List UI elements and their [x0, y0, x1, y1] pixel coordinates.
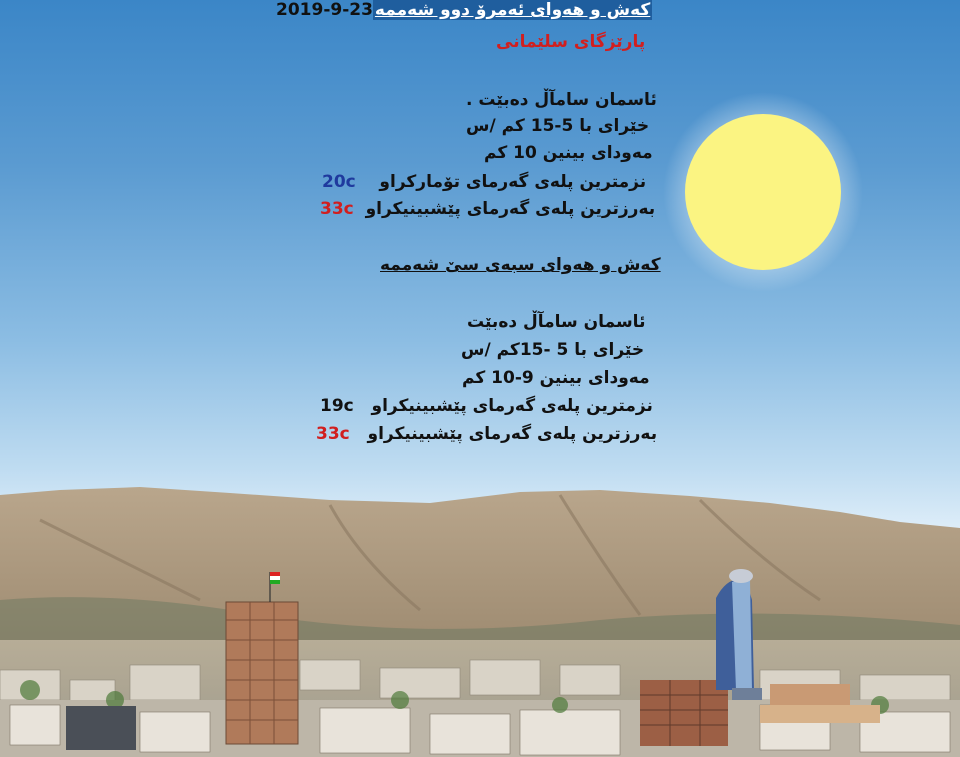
today-header — [276, 0, 652, 20]
today-title: کەش و هەوای ئەمرۆ دوو شەممە — [374, 0, 651, 20]
today-max-row — [320, 199, 655, 219]
today-min-value: 20c — [322, 172, 356, 192]
tomorrow-min-label: نزمترین پلەی گەرمای پێشبینیکراو — [371, 396, 653, 416]
tomorrow-sky: ئاسمان سامآڵ دەبێت — [467, 312, 646, 332]
tomorrow-min-value: 19c — [320, 396, 354, 416]
tomorrow-wind: خێرای با 5 -15کم /س — [461, 340, 645, 360]
today-min-label: نزمترین پلەی گەرمای تۆمارکراو — [379, 172, 647, 192]
tomorrow-max-label: بەرزترین پلەی گەرمای پێشبینیکراو — [367, 424, 658, 444]
tomorrow-min-row — [320, 396, 653, 416]
tomorrow-title: کەش و هەوای سبەی سێ شەممە — [380, 255, 661, 275]
today-min-row — [322, 172, 646, 192]
tomorrow-max-row — [316, 424, 657, 444]
today-wind: خێرای با 5-15 کم /س — [466, 116, 650, 136]
today-max-value: 33c — [320, 199, 354, 219]
today-date: 2019-9-23 — [276, 0, 373, 20]
region-label: پارێزگای سلێمانی — [496, 32, 646, 52]
tomorrow-visibility: مەودای بینین 9-10 کم — [462, 368, 650, 388]
today-max-label: بەرزترین پلەی گەرمای پێشبینیکراو — [365, 199, 656, 219]
tomorrow-max-value: 33c — [316, 424, 350, 444]
today-visibility: مەودای بینین 10 کم — [484, 143, 653, 163]
today-sky: ئاسمان سامآڵ دەبێت . — [466, 90, 657, 110]
